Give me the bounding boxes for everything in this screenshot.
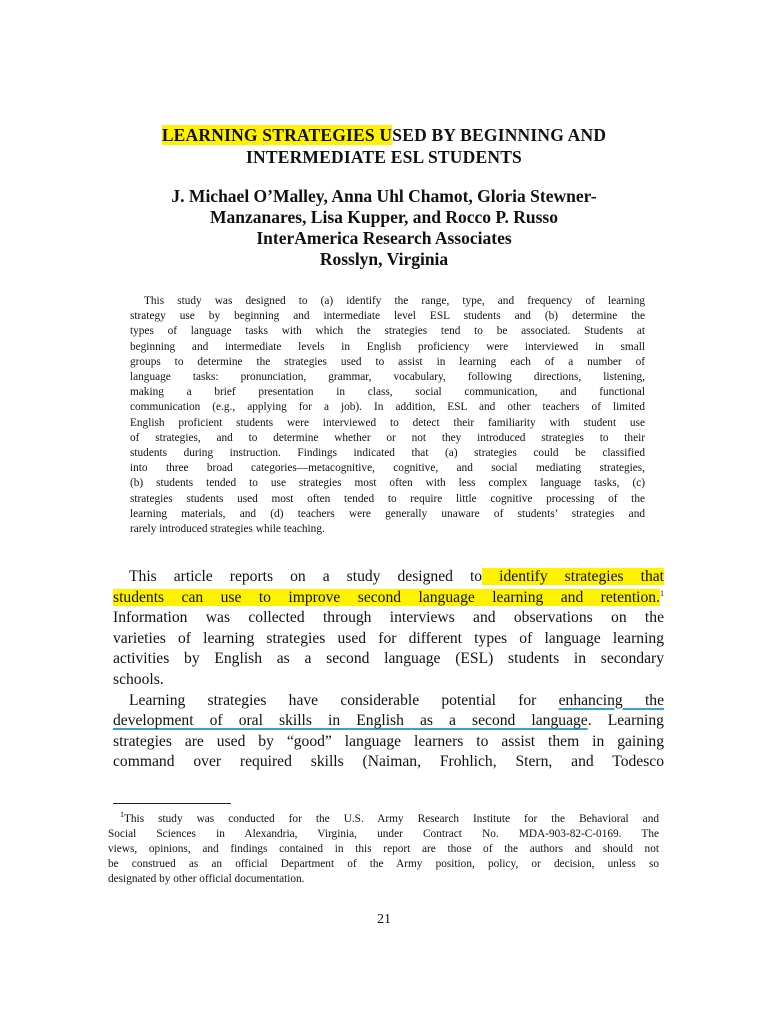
author-block xyxy=(100,186,668,270)
body-text-span: . Learning xyxy=(587,712,664,730)
body-line: command over required skills (Naiman, Frohlich, Stern, and Todesco xyxy=(113,753,664,771)
footnote-divider xyxy=(113,803,231,804)
affiliation: InterAmerica Research Associates xyxy=(256,228,512,248)
body-line xyxy=(113,588,664,609)
abstract xyxy=(130,294,645,537)
abstract-line: rarely introduced strategies while teaching. xyxy=(130,523,325,536)
body-line: schools. xyxy=(113,670,164,688)
abstract-line: communication (e.g., applying for a job). In addition, ESL and other teachers of limited xyxy=(130,401,645,414)
title-highlight: LEARNING STRATEGIES U xyxy=(161,125,393,145)
underlined-text: enhancing the xyxy=(558,691,665,709)
abstract-line: strategy use by beginning and intermediate level ESL students and (b) determine the xyxy=(130,310,645,323)
abstract-line: students during instruction. Findings indicated that (a) strategies could be classified xyxy=(130,447,645,460)
footnote-marker: 1 xyxy=(120,810,124,820)
body-line: Information was collected through interviews and observations on the xyxy=(113,609,664,627)
highlighted-text: identify strategies that xyxy=(482,568,664,585)
abstract-line: into three broad categories—metacognitive, cognitive, and social mediating strategies, xyxy=(130,462,645,475)
abstract-line: making a brief presentation in class, social communication, and functional xyxy=(130,386,645,399)
body-line xyxy=(113,567,664,588)
underlined-text: development of oral skills in English as a second language xyxy=(113,712,588,730)
page-number: 21 xyxy=(377,912,391,927)
footnote-line: designated by other official documentation. xyxy=(108,873,305,885)
abstract-line: learning materials, and (d) teachers were generally unaware of students’ strategies and xyxy=(130,507,645,520)
abstract-line: This study was designed to (a) identify the range, type, and frequency of learning xyxy=(144,295,645,307)
abstract-line: language tasks: pronunciation, grammar, vocabulary, following directions, listening, xyxy=(130,371,645,384)
abstract-line: groups to determine the strategies used to assist in learning each of a number of xyxy=(130,355,645,368)
footnote-line: be construed as an official Department of the Army position, policy, or decision, unless so xyxy=(108,858,659,870)
location: Rosslyn, Virginia xyxy=(319,249,449,269)
footnote xyxy=(108,812,659,887)
body-text-span: This article reports on a study designed to xyxy=(129,568,483,585)
body-line xyxy=(113,711,664,732)
title-line-1 xyxy=(100,124,668,146)
footnote-ref: 1 xyxy=(660,588,664,598)
abstract-line: of strategies, and to determine whether or not they introduced strategies to their xyxy=(130,431,645,444)
body-line: strategies are used by “good” language learners to assist them in gaining xyxy=(113,732,664,750)
footnote-text: This study was conducted for the U.S. Army Research Institute for the Behavioral and xyxy=(124,813,659,825)
body-line: activities by English as a second language (ESL) students in secondary xyxy=(113,650,664,668)
body-line xyxy=(113,691,664,712)
footnote-line xyxy=(108,812,659,827)
authors-line-1: J. Michael O’Malley, Anna Uhl Chamot, Gloria Stewner- xyxy=(171,186,597,206)
abstract-line: beginning and intermediate levels in English proficiency were interviewed in small xyxy=(130,340,645,353)
authors-line-2: Manzanares, Lisa Kupper, and Rocco P. Russo xyxy=(210,207,558,227)
body-text xyxy=(113,567,664,773)
abstract-line: English proficient students were interviewed to detect their familiarity with student use xyxy=(130,416,645,429)
body-text-span: Learning strategies have considerable potential for xyxy=(129,691,559,709)
body-line: varieties of learning strategies used for different types of language learning xyxy=(113,629,664,647)
article-title xyxy=(100,124,668,168)
title-line-1-rest: SED BY BEGINNING AND xyxy=(392,125,607,145)
footnote-line: views, opinions, and findings contained in this report are those of the authors and should not xyxy=(108,843,659,855)
abstract-line: strategies students used most often tended to require little cognitive processing of the xyxy=(130,492,645,505)
highlighted-text: students can use to improve second language learning and retention. xyxy=(113,588,660,606)
title-line-2: INTERMEDIATE ESL STUDENTS xyxy=(245,147,522,167)
footnote-line: Social Sciences in Alexandria, Virginia, under Contract No. MDA-903-82-C-0169. The xyxy=(108,828,659,840)
abstract-line: types of language tasks with which the strategies tend to be associated. Students at xyxy=(130,325,645,338)
abstract-line: (b) students tended to use strategies most often with less complex language tasks, (c) xyxy=(130,477,645,490)
